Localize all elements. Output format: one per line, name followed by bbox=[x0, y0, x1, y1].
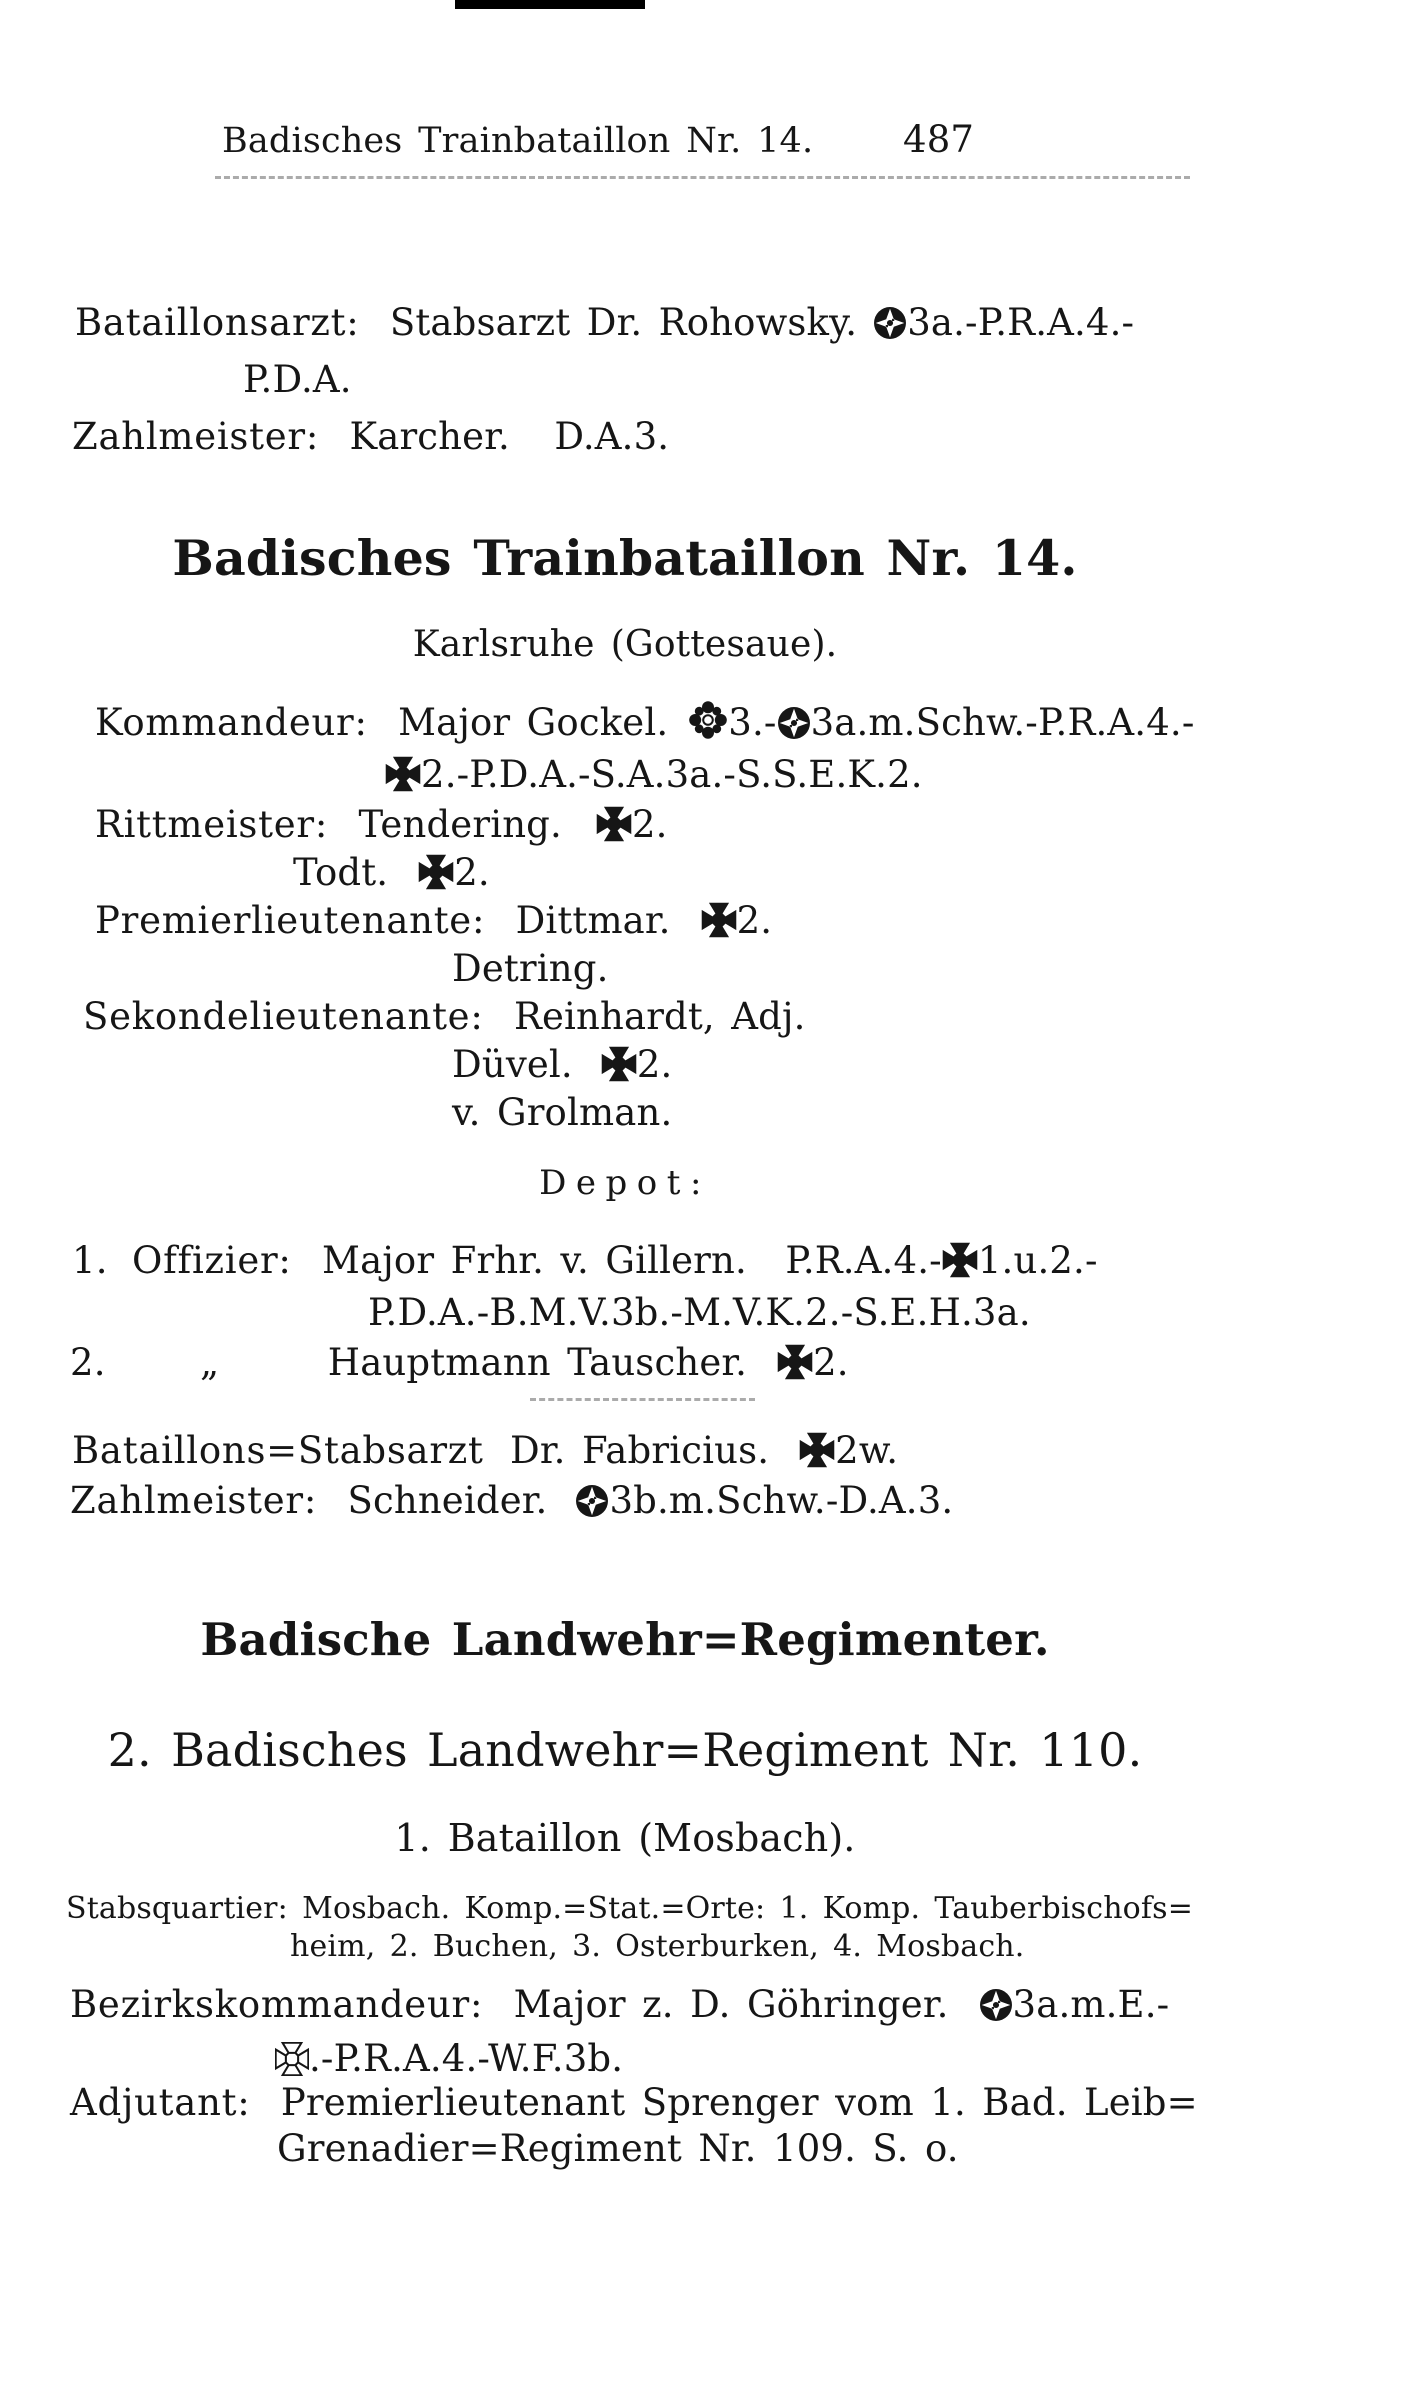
awards-text: P.R.A.4.- bbox=[785, 1239, 942, 1282]
awards-text: 1.u.2.- bbox=[977, 1239, 1098, 1282]
entry-depot-officer-2 bbox=[70, 1340, 849, 1391]
role-label: Offizier: bbox=[132, 1239, 292, 1282]
person-name: Düvel. bbox=[452, 1043, 573, 1086]
regiment-title: 2. Badisches Landwehr=Regiment Nr. 110. bbox=[107, 1723, 1143, 1777]
awards-text: 2. bbox=[636, 1043, 673, 1086]
role-label: Premierlieutenante: bbox=[95, 899, 486, 942]
entry-adjutant-line2: Grenadier=Regiment Nr. 109. S. o. bbox=[277, 2127, 959, 2170]
floral-order-cross-icon bbox=[688, 700, 728, 751]
role-label: Rittmeister: bbox=[95, 803, 329, 846]
stabsquartier-line1: Stabsquartier: Mosbach. Komp.=Stat.=Orte: 1. Komp. Tauberbischofs= bbox=[66, 1891, 1194, 1926]
awards-text: 2.-P.D.A.-S.A.3a.-S.S.E.K.2. bbox=[421, 753, 923, 796]
section-divider-rule bbox=[530, 1398, 755, 1401]
role-label: Kommandeur: bbox=[95, 701, 368, 744]
awards-text: 3a.-P.R.A.4.- bbox=[907, 301, 1135, 344]
entry-sekondelieutenante-2 bbox=[452, 1042, 672, 1093]
person-name: Reinhardt, Adj. bbox=[513, 995, 806, 1038]
awards-text: .-P.R.A.4.-W.F.3b. bbox=[309, 2037, 624, 2080]
role-label: Bataillons=Stabsarzt bbox=[72, 1429, 484, 1472]
entry-sekondelieutenante-3: v. Grolman. bbox=[452, 1091, 673, 1134]
awards-text: 2w. bbox=[835, 1429, 899, 1472]
order-medal-circle-cross-icon bbox=[777, 705, 811, 751]
person-name: Major z. D. Göhringer. bbox=[513, 1983, 949, 2026]
person-name: Stabsarzt Dr. Rohowsky. bbox=[389, 301, 858, 344]
entry-kommandeur bbox=[95, 700, 1194, 751]
section-title: Badisches Trainbataillon Nr. 14. bbox=[172, 529, 1078, 587]
section-subtitle: Karlsruhe (Gottesaue). bbox=[412, 624, 838, 665]
person-name: Major Gockel. bbox=[398, 701, 669, 744]
role-label: Adjutant: bbox=[70, 2081, 251, 2124]
role-label: Sekondelieutenante: bbox=[83, 995, 484, 1038]
battalion-title: 1. Bataillon (Mosbach). bbox=[394, 1816, 856, 1860]
awards-text: 2. bbox=[813, 1341, 849, 1384]
role-label: Zahlmeister: bbox=[70, 1479, 318, 1522]
awards-text: 3.- bbox=[728, 701, 777, 744]
running-header-title: Badisches Trainbataillon Nr. 14. bbox=[222, 121, 814, 161]
adjutant-text: Premierlieutenant Sprenger vom 1. Bad. Leib= bbox=[280, 2081, 1198, 2124]
entry-zahlmeister-2 bbox=[70, 1478, 953, 1529]
awards-text: 2. bbox=[454, 851, 490, 894]
entry-premierlieutenante-2: Detring. bbox=[452, 947, 609, 990]
role-label: Zahlmeister: bbox=[72, 415, 320, 458]
awards-text: 3a.m.Schw.-P.R.A.4.- bbox=[810, 701, 1195, 744]
scan-artifact-bar bbox=[455, 0, 645, 9]
iron-cross-icon bbox=[385, 756, 421, 803]
entry-number: 1. bbox=[72, 1239, 108, 1282]
ditto-mark: „ bbox=[200, 1341, 220, 1384]
header-rule bbox=[215, 176, 1190, 179]
person-name: Schneider. bbox=[347, 1479, 548, 1522]
entry-bezirkskommandeur bbox=[70, 1982, 1169, 2033]
order-medal-circle-cross-icon bbox=[575, 1483, 609, 1529]
order-medal-circle-cross-icon bbox=[979, 1987, 1013, 2033]
order-medal-circle-cross-icon bbox=[873, 305, 907, 351]
person-name: Karcher. bbox=[349, 415, 510, 458]
person-name: Dr. Fabricius. bbox=[510, 1429, 770, 1472]
iron-cross-icon bbox=[418, 854, 454, 901]
iron-cross-icon bbox=[942, 1242, 978, 1289]
entry-sekondelieutenante bbox=[83, 994, 806, 1040]
person-name: Todt. bbox=[293, 851, 389, 894]
landwehr-section-title: Badische Landwehr=Regimenter. bbox=[200, 1613, 1050, 1666]
running-header bbox=[222, 120, 813, 164]
role-label: Bataillonsarzt: bbox=[75, 301, 360, 344]
stabsquartier-line2: heim, 2. Buchen, 3. Osterburken, 4. Mosbach. bbox=[290, 1929, 1025, 1964]
awards-text: D.A.3. bbox=[554, 415, 670, 458]
entry-stabsarzt bbox=[72, 1428, 898, 1479]
entry-bataillonsarzt-carryover: P.D.A. bbox=[243, 358, 352, 401]
person-name: Tendering. bbox=[358, 803, 562, 846]
person-name: Dittmar. bbox=[515, 899, 671, 942]
depot-heading: Depot: bbox=[539, 1163, 711, 1203]
entry-depot-officer-1 bbox=[72, 1238, 1098, 1289]
person-name: Major Frhr. v. Gillern. bbox=[322, 1239, 747, 1282]
awards-text: 3b.m.Schw.-D.A.3. bbox=[609, 1479, 954, 1522]
iron-cross-icon bbox=[701, 902, 737, 949]
page-number: 487 bbox=[903, 118, 975, 161]
entry-zahlmeister bbox=[72, 414, 669, 460]
awards-text: 2. bbox=[631, 803, 668, 846]
entry-bataillonsarzt bbox=[75, 300, 1134, 351]
entry-kommandeur-line2 bbox=[385, 752, 923, 803]
iron-cross-icon bbox=[777, 1344, 813, 1391]
entry-number: 2. bbox=[70, 1341, 106, 1384]
iron-cross-icon bbox=[601, 1046, 637, 1093]
entry-adjutant bbox=[70, 2080, 1198, 2126]
entry-rittmeister bbox=[95, 802, 668, 853]
iron-cross-icon bbox=[596, 806, 632, 853]
iron-cross-icon bbox=[799, 1432, 835, 1479]
role-label: Bezirkskommandeur: bbox=[70, 1983, 484, 2026]
entry-depot-officer-1-line2: P.D.A.-B.M.V.3b.-M.V.K.2.-S.E.H.3a. bbox=[368, 1291, 1031, 1334]
entry-premierlieutenante bbox=[95, 898, 772, 949]
awards-text: 2. bbox=[736, 899, 773, 942]
awards-text: 3a.m.E.- bbox=[1012, 1983, 1170, 2026]
person-name: Hauptmann Tauscher. bbox=[327, 1341, 748, 1384]
entry-rittmeister-2 bbox=[293, 850, 490, 901]
